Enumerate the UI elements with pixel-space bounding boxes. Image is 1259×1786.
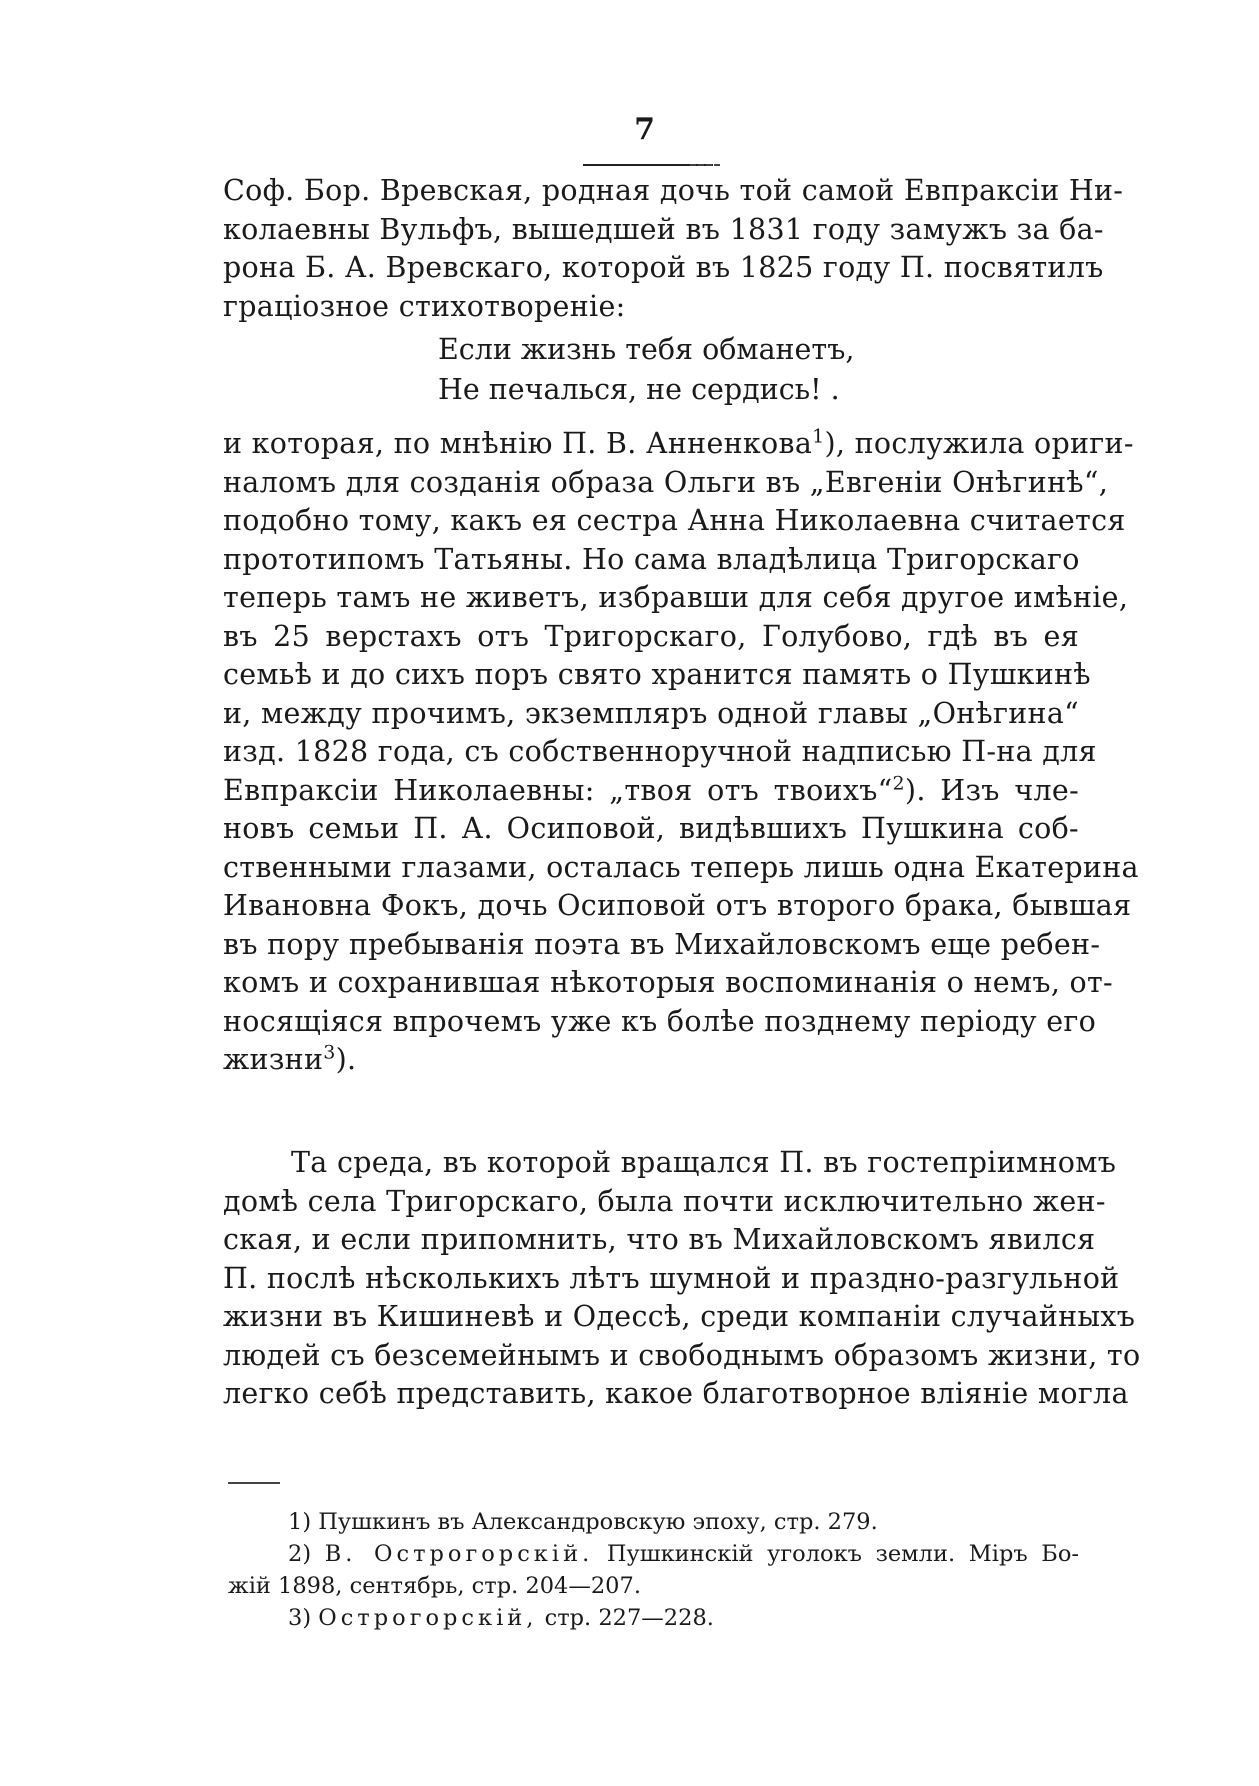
text-line: жизни въ Кишиневѣ и Одессѣ, среди компаніи случайныхъ: [223, 1300, 1136, 1333]
text-line: Соф. Бор. Вревская, родная дочь той самой Евпраксіи Ни-: [223, 174, 1124, 207]
paragraph-3: [223, 1144, 1141, 1414]
text-line: людей съ безсемейнымъ и свободнымъ образомъ жизни, то: [223, 1338, 1141, 1372]
paragraph-2: [223, 425, 1139, 1080]
header-rule-tail: [690, 164, 720, 166]
text-line: въ пору пребыванія поэта въ Михайловскомъ еще ребен-: [223, 927, 1101, 961]
text-line: изд. 1828 года, съ собственноручной надписью П-на для: [223, 735, 1097, 768]
text-line: Ивановна Фокъ, дочь Осиповой отъ второго брака, бывшая: [223, 889, 1132, 922]
poem-line: Не печалься, не сердись! .: [438, 373, 840, 406]
text-line: П. послѣ нѣсколькихъ лѣтъ шумной и праздно-разгульной: [223, 1261, 1120, 1295]
paragraph-1: [223, 172, 1124, 326]
text-line: семьѣ и до сихъ поръ свято хранится память о Пушкинѣ: [223, 658, 1091, 691]
text-line: легко себѣ представить, какое благотворное вліяніе могла: [223, 1377, 1129, 1410]
page-number: 7: [634, 112, 655, 147]
footnote-2-continued: жій 1898, сентябрь, стр. 204—207.: [228, 1573, 641, 1599]
text-line: новъ семьи П. А. Осиповой, видѣвшихъ Пушкина соб-: [223, 812, 1079, 845]
text-line: ская, и если припомнить, что въ Михайловскомъ явился: [223, 1223, 1096, 1256]
footnote-divider: [228, 1482, 280, 1484]
text-line: жизни$^3$).: [223, 1041, 357, 1076]
text-line: домѣ села Тригорскаго, была почти исключительно жен-: [223, 1184, 1106, 1218]
poem-line: Если жизнь тебя обманетъ,: [438, 333, 855, 366]
text-line: подобно тому, какъ ея сестра Анна Николаевна считается: [223, 504, 1126, 537]
text-line: теперь тамъ не живетъ, избравши для себя другое имѣніе,: [223, 581, 1129, 614]
text-line: граціозное стихотвореніе:: [223, 289, 626, 323]
footnote-ref-3[interactable]: 3: [323, 1041, 336, 1064]
footnote-ref-1[interactable]: 1: [812, 425, 825, 448]
poem-quote: [438, 330, 854, 410]
text-line: и, между прочимъ, экземпляръ одной главы „Онѣгина“: [223, 696, 1079, 730]
text-line: носящіяся впрочемъ уже къ болѣе позднему періоду его: [223, 1004, 1097, 1038]
footnotes: [228, 1506, 1079, 1634]
footnote-3: 3) Острогорскій, стр. 227—228.: [288, 1605, 714, 1631]
footnote-ref-2[interactable]: 2: [892, 772, 905, 794]
text-line: наломъ для созданія образа Ольги въ „Евгеніи Онѣгинѣ“,: [223, 465, 1109, 499]
text-line: колаевны Вульфъ, вышедшей въ 1831 году замужъ за ба-: [223, 212, 1104, 246]
text-line: ственными глазами, осталась теперь лишь одна Екатерина: [223, 850, 1139, 884]
text-line: въ 25 верстахъ отъ Тригорскаго, Голубово, гдѣ въ ея: [223, 619, 1079, 653]
text-line: рона Б. А. Вревскаго, которой въ 1825 году П. посвятилъ: [223, 251, 1104, 284]
text-line: Евпраксіи Николаевны: „твоя отъ твоихъ“$^2$). Изъ чле-: [223, 772, 1079, 807]
text-line: прототипомъ Татьяны. Но сама владѣлица Тригорскаго: [223, 542, 1080, 576]
footnote-2: 2) В. Острогорскій. Пушкинскій уголокъ земли. Міръ Бо-: [288, 1541, 1079, 1567]
text-line: комъ и сохранившая нѣкоторыя воспоминанія о немъ, от-: [223, 966, 1113, 999]
footnote-1: 1) Пушкинъ въ Александровскую эпоху, стр. 279.: [288, 1509, 878, 1535]
text-line: Та среда, въ которой вращался П. въ гостепріимномъ: [291, 1146, 1117, 1179]
text-line: и которая, по мнѣнію П. В. Анненкова$^1$), послужила ориги-: [223, 425, 1134, 460]
